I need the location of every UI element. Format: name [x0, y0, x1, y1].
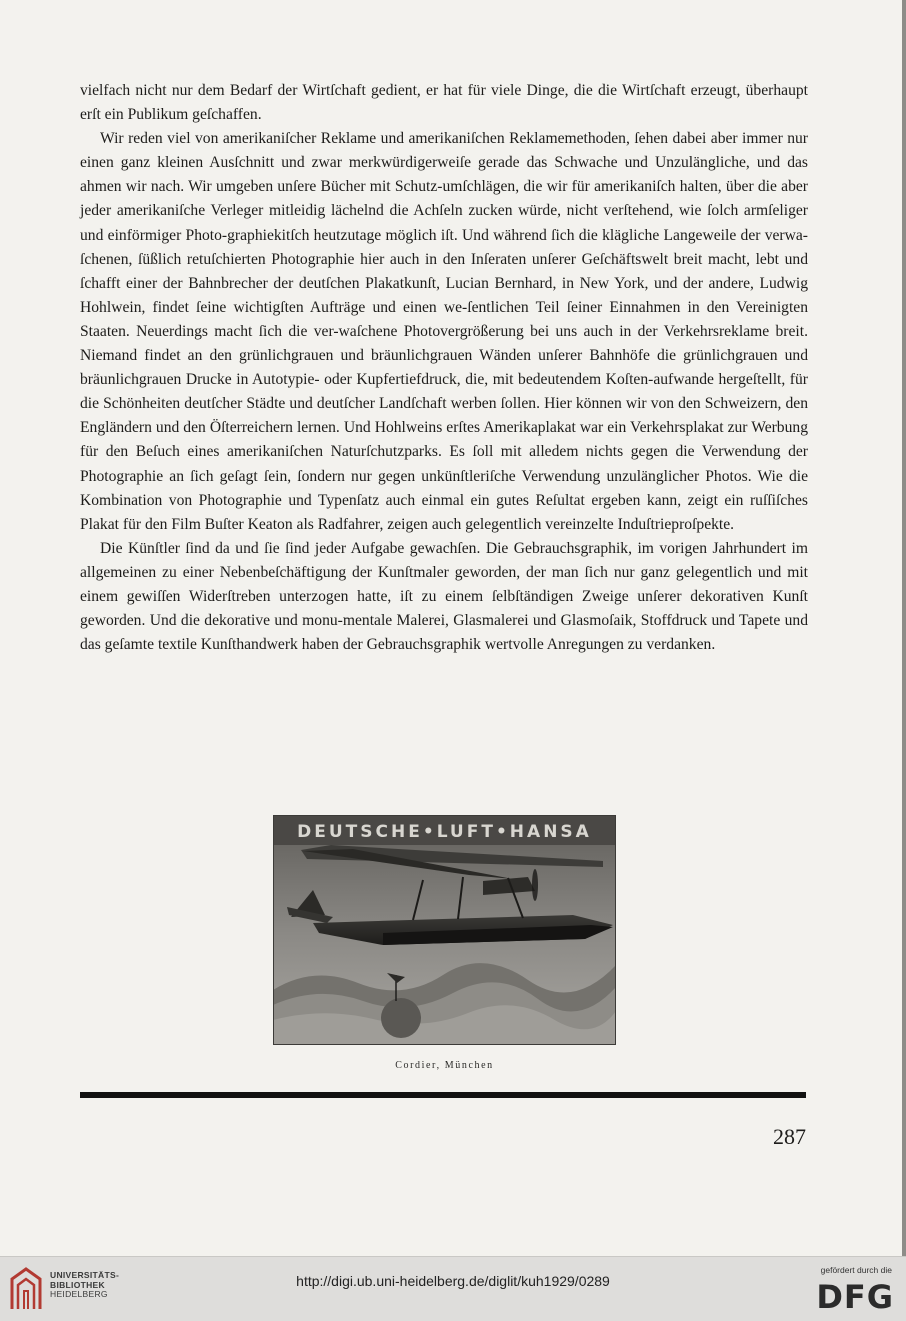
body-text: [80, 79, 808, 657]
figure-caption: Cordier, München: [395, 1060, 494, 1071]
poster-illustration: [273, 815, 616, 1045]
library-name-line: HEIDELBERG: [50, 1289, 108, 1299]
dfg-logo[interactable]: DFG: [816, 1278, 894, 1316]
paragraph: Die Künſtler ſind da und ſie ſind jeder Aufgabe gewachſen. Die Gebrauchsgraphik, im vorigen Jahrhundert im allgemeinen zu einer Nebenbeſchäftigung der Kunſtmaler geworden, der man ſich nur ganz gelegentlich und mit einem gewiſſen Widerſtreben unterzogen hatte, iſt zu einem ſelbſtändigen Zweige unſerer dekorativen Kunſt geworden. Und die dekorative und monu-mentale Malerei, Glasmalerei und Glasmoſaik, Stoffdruck und Tapete und das geſamte textile Kunſthandwerk haben der Gebrauchsgraphik wertvolle Anregungen zu verdanken.: [80, 539, 808, 654]
funded-by-label: gefördert durch die: [820, 1265, 892, 1275]
poster-title: DEUTSCHE•LUFT•HANSA: [297, 822, 592, 842]
page-edge-shadow: [902, 0, 906, 1256]
library-name-line: BIBLIOTHEK: [50, 1279, 105, 1290]
paragraph: Wir reden viel von amerikaniſcher Reklame und amerikaniſchen Reklamemethoden, ſehen dabei aber immer nur einen ganz kleinen Ausſchnitt und zwar merkwürdigerweiſe gerade das Schwache und Unzulängliche, und das ahmen wir nach. Wir umgeben unſere Bücher mit Schutz-umſchlägen, die wir für amerikaniſch halten, über die aber jeder amerikaniſche Verleger mitleidig lächelnd die Achſeln zucken würde, nicht verſtehend, wie ſolch armſeliger und einförmiger Photo-graphiekitſch heutzutage möglich iſt. Und während ſich die klägliche Langeweile der verwa-ſchenen, ſüßlich retuſchierten Photographie hier auch in den Inſeraten unſerer Geſchäftswelt breit macht, lebt und ſchafft einer der Bahnbrecher der deutſchen Plakatkunſt, Lucian Bernhard, in New York, und der andere, Ludwig Hohlwein, findet ſeine wichtigſten Aufträge und einen we-ſentlichen Teil ſeiner Einnahmen in den Vereinigten Staaten. Neuerdings macht ſich die ver-waſchene Photovergrößerung bei uns auch in der Verkehrsreklame breit. Niemand findet an den grünlichgrauen und bräunlichgrauen Wänden unſerer Bahnhöfe die grünlichgrauen und bräunlichgrauen Drucke in Autotypie- oder Kupfertiefdruck, die, mit bedeutendem Koſten-aufwande hergeſtellt, für die Schönheiten deutſcher Städte und deutſcher Landſchaft werben ſollen. Hier können wir von den Schweizern, den Engländern und den Öſterreichern lernen. Und Hohlweins erſtes Amerikaplakat war ein Verkehrsplakat zur Werbung für den Beſuch eines amerikaniſchen Naturſchutzparks. Es ſoll mit alledem nichts gegen die Verwendung der Photographie an ſich geſagt ſein, ſondern nur gegen unkünſtleriſche Verwendung unzulänglicher Photos. Wie die Kombination von Photographie und Typenſatz auch einmal ein gutes Reſultat ergeben kann, zeigt ein ruſſiſches Plakat für den Film Buſter Keaton als Radfahrer, zeigen auch gelegentlich vereinzelte Induſtrieproſpekte.: [80, 130, 808, 533]
paragraph: vielfach nicht nur dem Bedarf der Wirtſchaft gedient, er hat für viele Dinge, die die Wirtſchaft erzeugt, überhaupt erſt ein Publikum geſchaffen.: [80, 82, 808, 124]
permalink-url[interactable]: http://digi.ub.uni-heidelberg.de/diglit/kuh1929/0289: [296, 1273, 610, 1289]
horizontal-rule: [80, 1092, 806, 1098]
library-name-line: UNIVERSITÄTS-: [50, 1270, 120, 1280]
digitization-footer: [0, 1256, 906, 1321]
page-number: 287: [773, 1124, 806, 1149]
seaplane-poster-image: [273, 815, 616, 1045]
